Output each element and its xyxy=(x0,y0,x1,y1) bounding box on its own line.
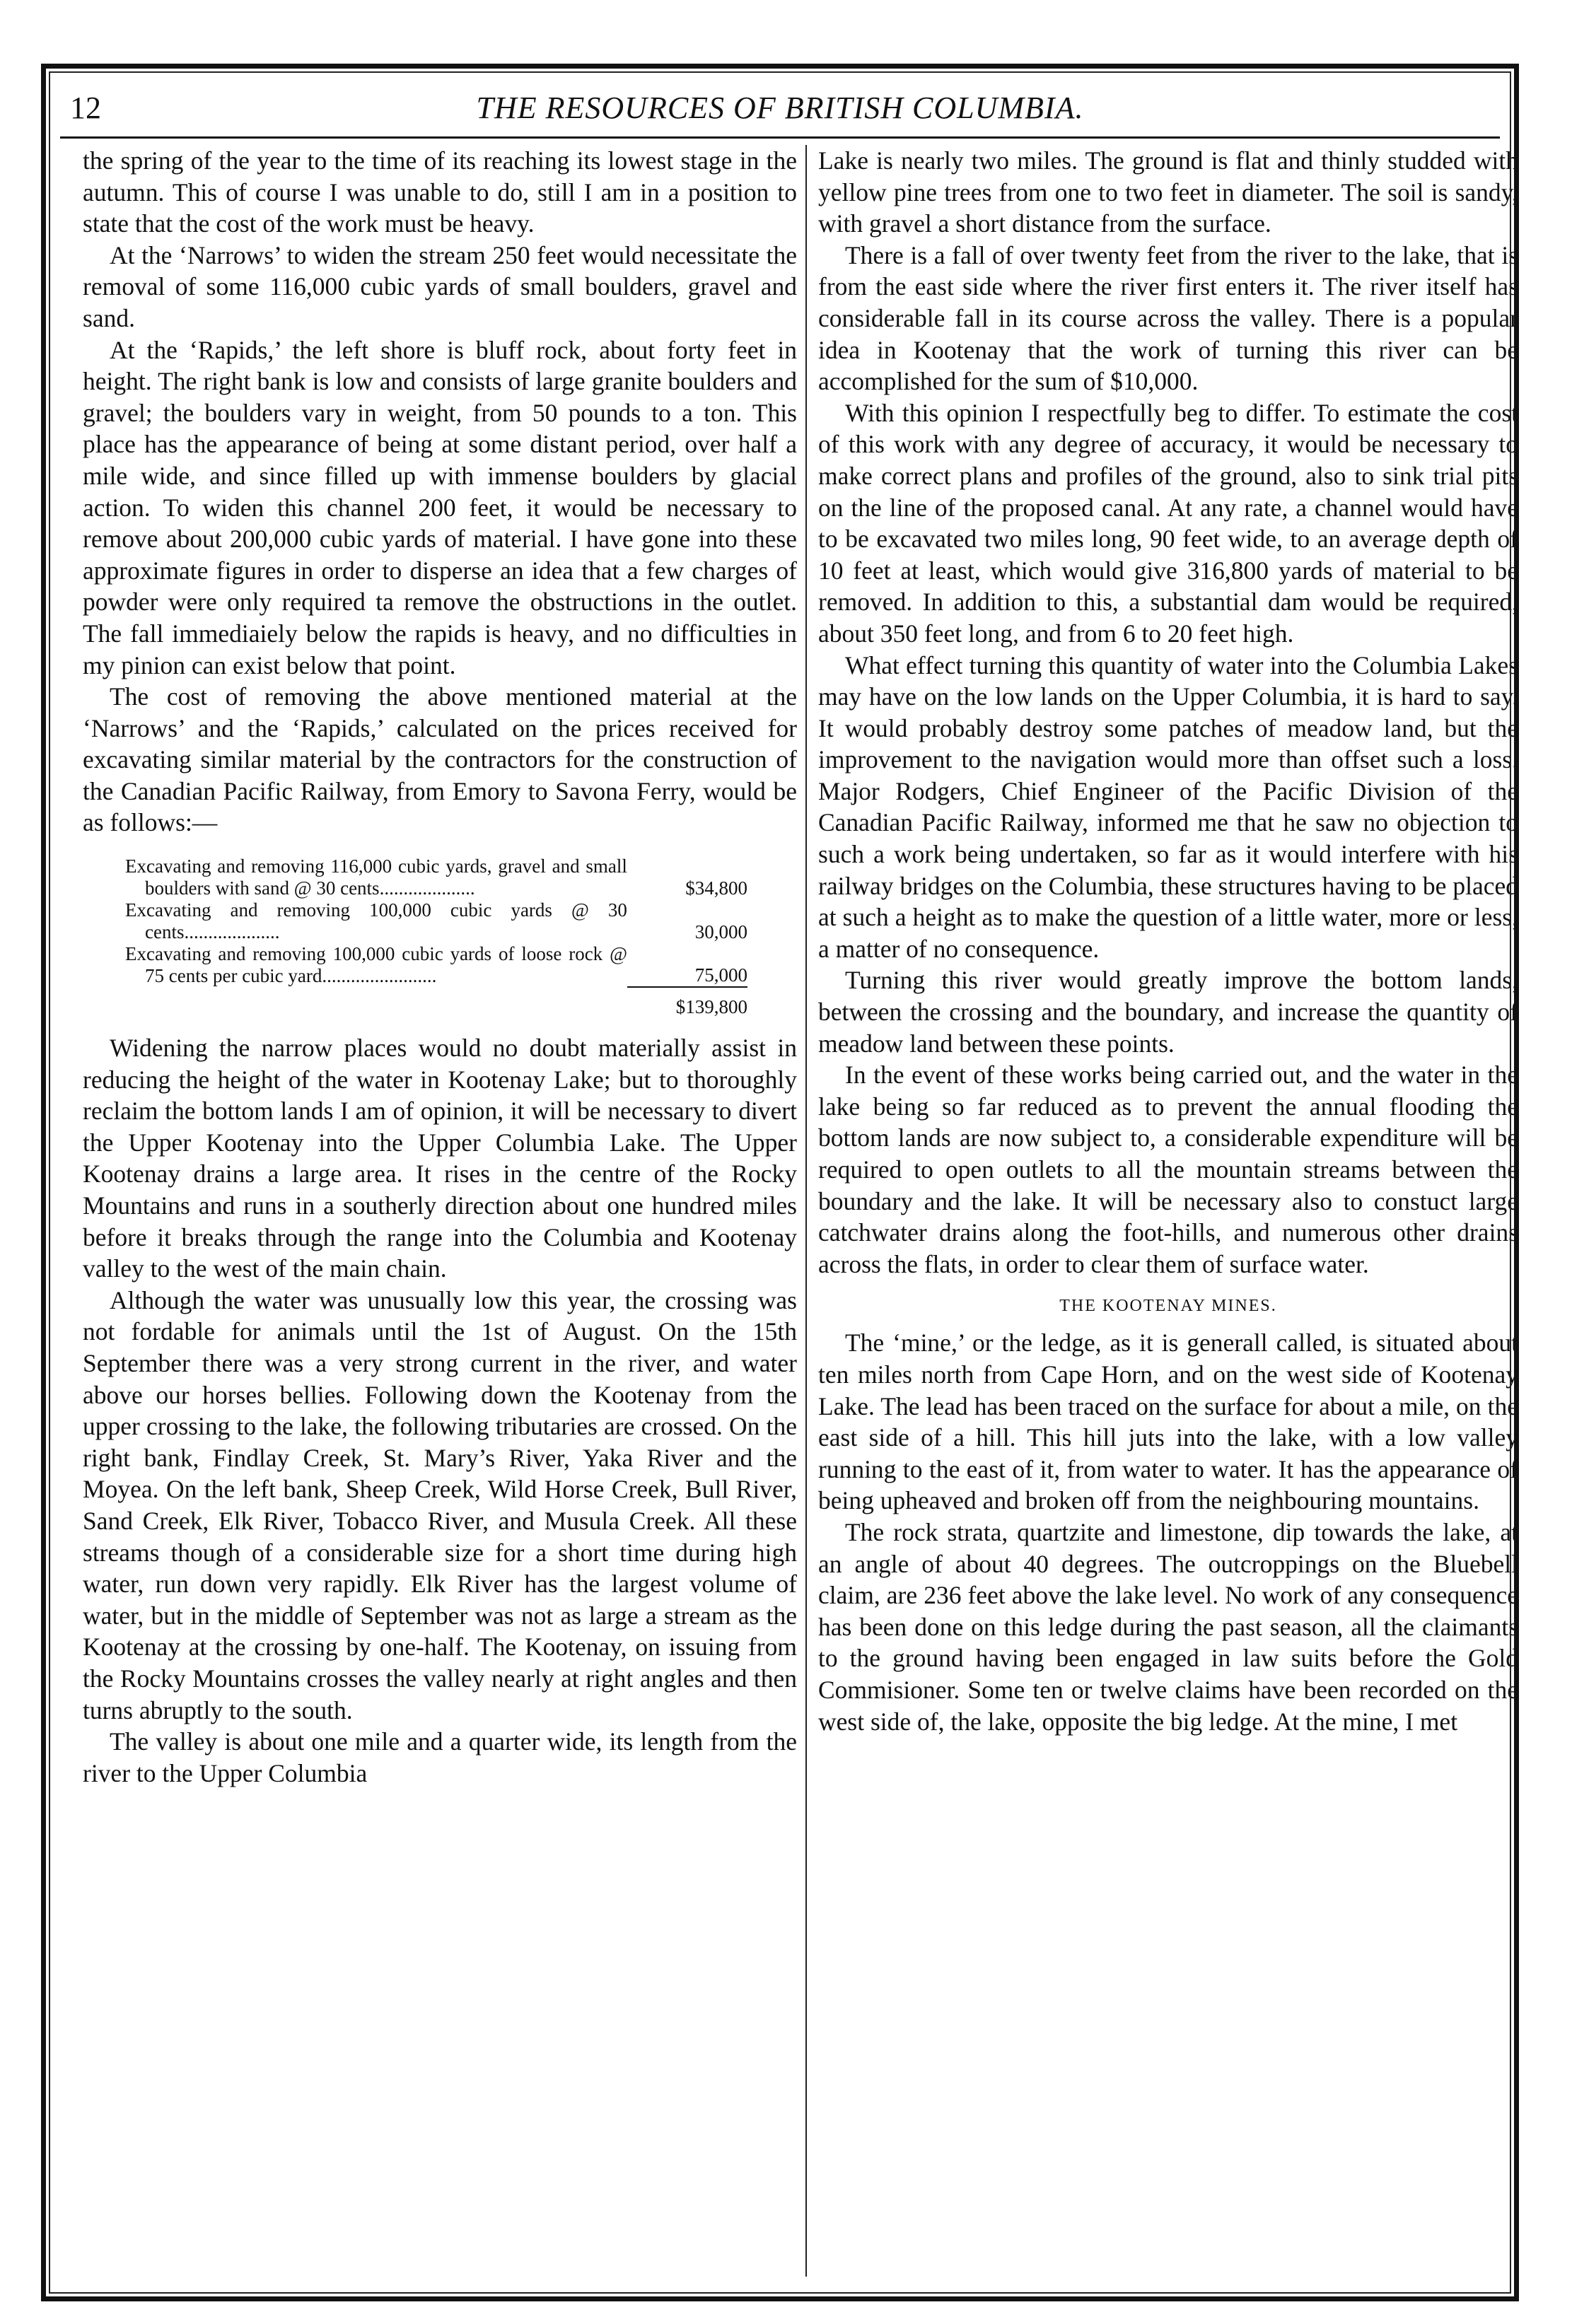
table-row xyxy=(125,943,747,987)
running-title: THE RESOURCES OF BRITISH COLUMBIA. xyxy=(476,90,1084,125)
paragraph: The ‘mine,’ or the ledge, as it is generall called, is situated about ten miles north from Cape Horn, and on the west side of Kootenay Lake. The lead has been traced on the surface for about a mile, on the east side of a hill. This hill juts into the lake, with a low valley running to the east of it, from water to water. It has the appearance of being upheaved and broken off from the neighbouring mountains. xyxy=(818,1329,1518,1515)
paragraph: Widening the narrow places would no doubt materially assist in reducing the height of the water in Kootenay Lake; but to thoroughly reclaim the bottom lands I am of opinion, it will be necessary to divert the Upper Kootenay into the Upper Columbia Lake. The Upper Kootenay drains a large area. It rises in the centre of the Rocky Mountains and runs in a southerly direction about one hundred miles before it breaks through the range into the Columbia and Kootenay valley to the west of the main chain. xyxy=(83,1034,797,1283)
left-column xyxy=(83,145,797,2277)
table-row xyxy=(125,856,747,899)
paragraph: At the ‘Narrows’ to widen the stream 250 feet would necessitate the removal of some 116,000 cubic yards of small boulders, gravel and sand. xyxy=(83,240,797,332)
cost-amount: $34,800 xyxy=(685,877,747,899)
cost-item: Excavating and removing 100,000 cubic yards of loose rock @ 75 cents per cubic yard........................ xyxy=(125,943,627,987)
right-column xyxy=(818,145,1518,2277)
paragraph: The rock strata, quartzite and limestone, dip towards the lake, at an angle of about 40 degrees. The outcroppings on the Bluebell claim, are 236 feet above the lake level. No work of any consequence has been done on this ledge during the past season, all the claimants to the ground having been engaged in law suits before the Gold Commisioner. Some ten or twelve claims have been recorded on the west side of, the lake, opposite the big ledge. At the mine, I met xyxy=(818,1517,1518,1736)
paragraph: At the ‘Rapids,’ the left shore is bluff rock, about forty feet in height. The right bank is low and consists of large granite boulders and gravel; the boulders vary in weight, from 50 pounds to a ton. This place has the appearance of being at some distant period, over half a mile wide, and since filled up with immense boulders by glacial action. To widen this channel 200 feet, it would be necessary to remove about 200,000 cubic yards of material. I have gone into these approximate figures in order to disperse an idea that a few charges of powder were only required ta remove the obstructions in the outlet. The fall immediaiely below the rapids is heavy, and no difficulties in my pinion can exist below that point. xyxy=(83,335,797,679)
paragraph: There is a fall of over twenty feet from the river to the lake, that is from the east side where the river first enters it. The river itself has considerable fall in its course across the valley. There is a popular idea in Kootenay that the work of turning this river can be accomplished for the sum of $10,000. xyxy=(818,240,1518,396)
cost-amount: 30,000 xyxy=(694,921,747,943)
page-frame xyxy=(41,64,1519,2301)
table-row xyxy=(125,899,747,943)
paragraph: Turning this river would greatly improve the bottom lands, between the crossing and the boundary, and increase the quantity of meadow land between these points. xyxy=(818,966,1518,1058)
page-header xyxy=(60,87,1500,139)
column-divider xyxy=(805,145,807,2277)
cost-table xyxy=(125,856,747,1018)
cost-item: Excavating and removing 116,000 cubic yards, gravel and small boulders with sand @ 30 cents.................... xyxy=(125,856,627,899)
section-heading: THE KOOTENAY MINES. xyxy=(1059,1297,1277,1316)
paragraph: the spring of the year to the time of its reaching its lowest stage in the autumn. This of course I was unable to do, still I am in a position to state that the cost of the work must be heavy. xyxy=(83,146,797,238)
paragraph: The valley is about one mile and a quarter wide, its length from the river to the Upper Columbia xyxy=(83,1727,797,1787)
page-number: 12 xyxy=(70,90,101,125)
paragraph: The cost of removing the above mentioned material at the ‘Narrows’ and the ‘Rapids,’ calculated on the prices received for excavating similar material by the contractors for the construction of the Canadian Pacific Railway, from Emory to Savona Ferry, would be as follows:— xyxy=(83,682,797,837)
paragraph: With this opinion I respectfully beg to differ. To estimate the cost of this work with any degree of accuracy, it would be necessary to make correct plans and profiles of the ground, also to sink trial pits on the line of the proposed canal. At any rate, a channel would have to be excavated two miles long, 90 feet wide, to an average depth of 10 feet at least, which would give 316,800 yards of material to be removed. In addition to this, a substantial dam would be required, about 350 feet long, and from 6 to 20 feet high. xyxy=(818,398,1518,648)
table-total-row xyxy=(125,987,747,1018)
paragraph: Although the water was unusually low this year, the crossing was not fordable for animals until the 1st of August. On the 15th September there was a very strong current in the river, and water above our horses bellies. Following down the Kootenay from the upper crossing to the lake, the following tributaries are crossed. On the right bank, Findlay Creek, St. Mary’s River, Yaka River and the Moyea. On the left bank, Sheep Creek, Wild Horse Creek, Bull River, Sand Creek, Elk River, Tobacco River, and Musula Creek. All these streams though of a considerable size for a short time during high water, run down very rapidly. Elk River has the largest volume of water, but in the middle of September was not as large a stream as the Kootenay at the crossing by one-half. The Kootenay, on issuing from the Rocky Mountains crosses the valley nearly at right angles and then turns abruptly to the south. xyxy=(83,1285,797,1724)
paragraph: In the event of these works being carried out, and the water in the lake being so far reduced as to prevent the annual flooding the bottom lands are now subject to, a considerable expenditure will be required to open outlets to all the mountain streams between the boundary and the lake. It will be necessary also to constuct large catchwater drains along the foot-hills, and numerous other drains across the flats, in order to clear them of surface water. xyxy=(818,1061,1518,1278)
paragraph: Lake is nearly two miles. The ground is flat and thinly studded with yellow pine trees from one to two feet in diameter. The soil is sandy, with gravel a short distance from the surface. xyxy=(818,146,1518,238)
text-columns xyxy=(62,145,1518,2277)
cost-item: Excavating and removing 100,000 cubic yards @ 30 cents.................... xyxy=(125,899,627,943)
cost-total: $139,800 xyxy=(627,987,747,1018)
cost-amount: 75,000 xyxy=(694,964,747,986)
paragraph: What effect turning this quantity of water into the Columbia Lakes may have on the low lands on the Upper Columbia, it is hard to say. It would probably destroy some patches of meadow land, but the improvement to the navigation would more than offset such a loss. Major Rodgers, Chief Engineer of the Pacific Division of the Canadian Pacific Railway, informed me that he saw no objection to such a work being undertaken, so far as it would interfere with his railway bridges on the Columbia, these structures having to be placed at such a height as to make the question of a little water, more or less, a matter of no consequence. xyxy=(818,650,1518,963)
